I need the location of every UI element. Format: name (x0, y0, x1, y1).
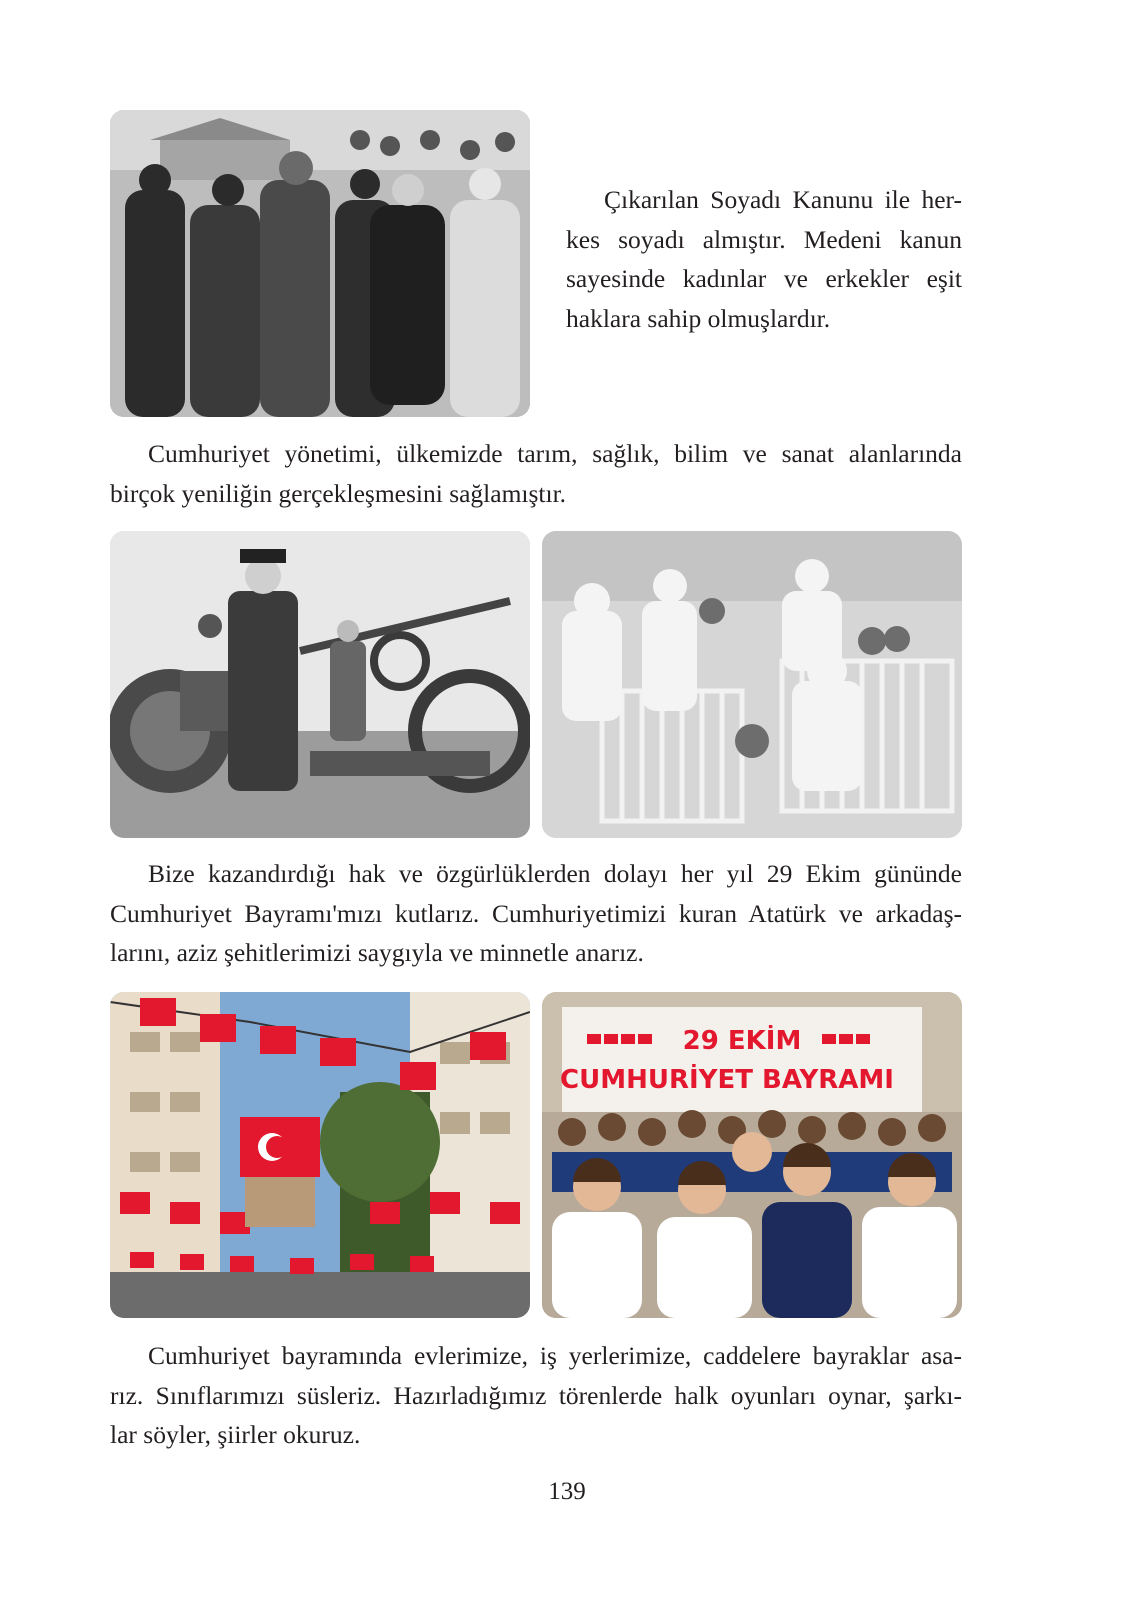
p4-line-3: lar söyler, şiirler okuruz. (110, 1420, 361, 1449)
p2-line-1: Cumhuriyet yönetimi, ülkemizde tarım, sağlık, bilim ve sanat alanlarında (148, 439, 962, 468)
p4-line-2: rız. Sınıflarımızı süsleriz. Hazırladığımız törenlerde halk oyunları oynar, şarkı- (110, 1380, 962, 1410)
paragraph-october-29 (110, 854, 962, 973)
p3-line-1: Bize kazandırdığı hak ve özgürlüklerden dolayı her yıl 29 Ekim gününde (148, 859, 962, 888)
paragraph-celebration (110, 1336, 962, 1455)
page-number: 139 (548, 1478, 586, 1505)
p1-line-4: haklara sahip olmuşlardır. (566, 303, 831, 333)
paragraph-surname-law (566, 180, 962, 338)
p3-line-2: Cumhuriyet Bayramı'mızı kutlarız. Cumhuriyetimizi kuran Atatürk ve arkadaş- (110, 898, 962, 928)
p2-line-2: birçok yeniliğin gerçekleşmesini sağlamıştır. (110, 478, 567, 508)
photo-ataturk-tractor (110, 531, 530, 838)
photo-street-flags (110, 992, 530, 1318)
banner-line-1: 29 EKİM (682, 1026, 802, 1056)
p4-line-1: Cumhuriyet bayramında evlerimize, iş yerlerimize, caddelere bayraklar asa- (148, 1341, 962, 1370)
photo-school-celebration (542, 992, 962, 1318)
p1-line-2: kes soyadı almıştır. Medeni kanun (566, 224, 962, 254)
p1-line-1: Çıkarılan Soyadı Kanunu ile her- (604, 185, 962, 214)
paragraph-republic-reforms (110, 434, 962, 513)
photo-ataturk-crowd (110, 110, 530, 417)
p3-line-3: larını, aziz şehitlerimizi saygıyla ve minnetle anarız. (110, 938, 644, 967)
p1-line-3: sayesinde kadınlar ve erkekler eşit (566, 264, 962, 293)
banner-line-2: CUMHURİYET BAYRAMI (560, 1065, 894, 1095)
photo-nursery (542, 531, 962, 838)
